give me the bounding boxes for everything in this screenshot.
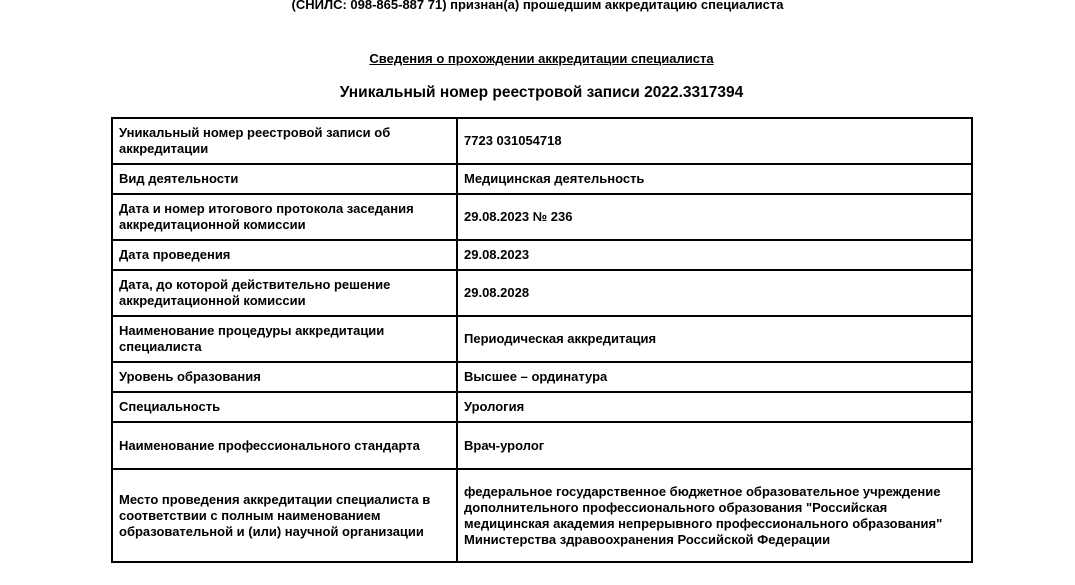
snils-statement: (СНИЛС: 098-865-887 71) признан(а) прошедшим аккредитацию специалиста	[291, 0, 784, 12]
table-row	[112, 392, 972, 422]
row-value: Периодическая аккредитация	[457, 316, 972, 362]
table-row	[112, 316, 972, 362]
row-value: 29.08.2028	[457, 270, 972, 316]
row-label: Дата, до которой действительно решение аккредитационной комиссии	[112, 270, 457, 316]
section-title: Сведения о прохождении аккредитации специалиста	[369, 51, 714, 66]
table-row	[112, 118, 972, 164]
row-label: Наименование процедуры аккредитации специалиста	[112, 316, 457, 362]
row-label: Уникальный номер реестровой записи об аккредитации	[112, 118, 457, 164]
table-row	[112, 469, 972, 562]
row-value: Высшее – ординатура	[457, 362, 972, 392]
row-value: 29.08.2023 № 236	[457, 194, 972, 240]
row-label: Специальность	[112, 392, 457, 422]
table-row	[112, 362, 972, 392]
row-label: Уровень образования	[112, 362, 457, 392]
row-value: 29.08.2023	[457, 240, 972, 270]
row-label: Место проведения аккредитации специалиста в соответствии с полным наименованием образовательной и (или) научной организации	[112, 469, 457, 562]
table-row	[112, 164, 972, 194]
table-row	[112, 270, 972, 316]
row-value: федеральное государственное бюджетное образовательное учреждение дополнительного профессионального образования "Российская медицинская академия непрерывного профессионального образования" Министерства здравоохранения Российской Федерации	[457, 469, 972, 562]
row-label: Дата и номер итогового протокола заседания аккредитационной комиссии	[112, 194, 457, 240]
row-value: Медицинская деятельность	[457, 164, 972, 194]
row-label: Наименование профессионального стандарта	[112, 422, 457, 469]
row-label: Вид деятельности	[112, 164, 457, 194]
row-value: 7723 031054718	[457, 118, 972, 164]
row-label: Дата проведения	[112, 240, 457, 270]
table-row	[112, 194, 972, 240]
registry-number-heading: Уникальный номер реестровой записи 2022.3317394	[339, 84, 744, 101]
row-value: Урология	[457, 392, 972, 422]
table-row	[112, 422, 972, 469]
row-value: Врач-уролог	[457, 422, 972, 469]
accreditation-table	[111, 117, 973, 563]
table-row	[112, 240, 972, 270]
